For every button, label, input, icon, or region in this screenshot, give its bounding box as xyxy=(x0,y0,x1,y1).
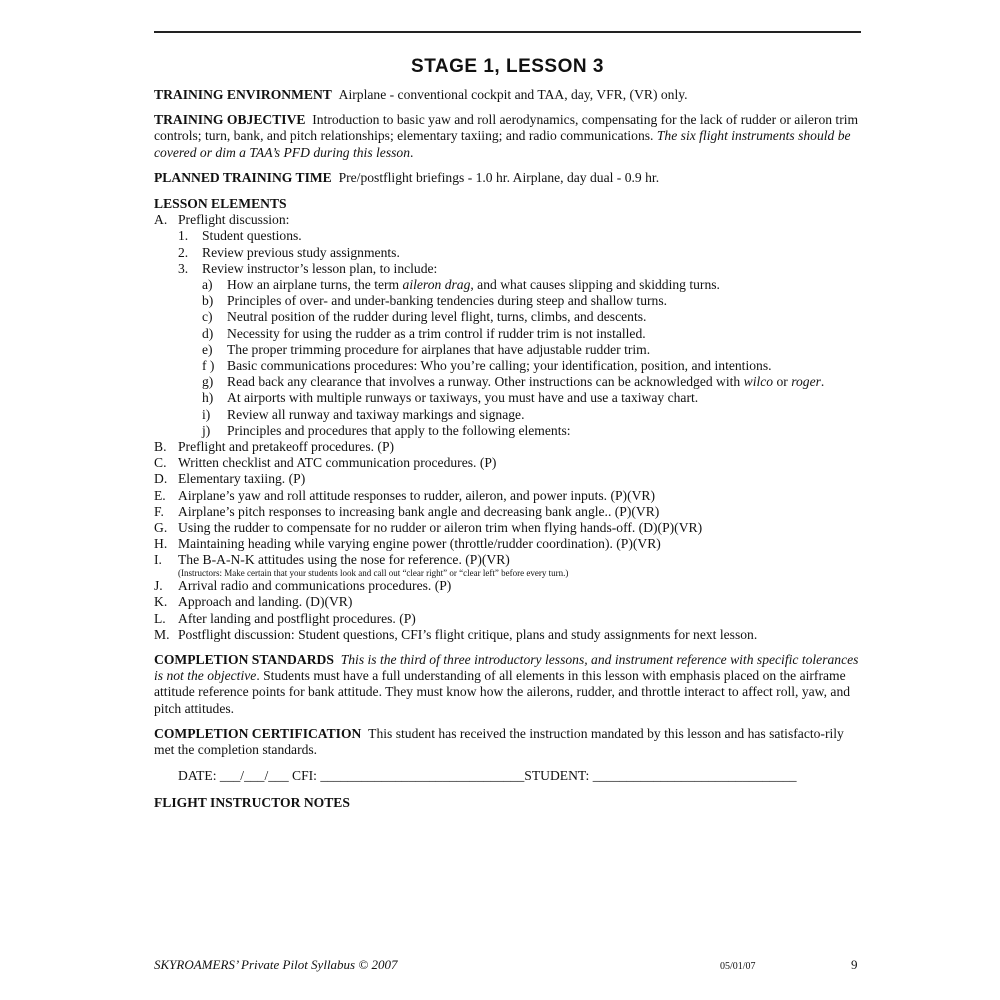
list-marker: 3. xyxy=(178,260,189,276)
list-item xyxy=(154,245,861,261)
list-marker: B. xyxy=(154,439,167,455)
list-item xyxy=(154,228,861,244)
list-text: Principles and procedures that apply to the following elements: xyxy=(227,422,571,438)
completion-standards-text: . Students must have a full understanding of all elements in this lesson with emphasis placed on the airframe attitude reference points for bank attitude. They must know how the ailerons, rudder, and throttle interact to affect roll, yaw, and pitch attitudes. xyxy=(154,668,851,716)
certification-signature-line: DATE: ___/___/___ CFI: ______________________________STUDENT: ______________________________ xyxy=(178,768,797,784)
list-item xyxy=(154,277,861,293)
list-item xyxy=(154,627,861,643)
list-marker: e) xyxy=(202,341,213,357)
training-environment-text: Airplane - conventional cockpit and TAA, day, VFR, (VR) only. xyxy=(338,87,688,102)
training-environment xyxy=(154,87,861,103)
list-marker: H. xyxy=(154,536,168,552)
list-marker: 1. xyxy=(178,228,189,244)
list-text: Necessity for using the rudder as a trim control if rudder trim is not installed. xyxy=(227,325,646,341)
list-item xyxy=(154,212,861,228)
text-segment: . xyxy=(820,374,825,390)
footer-date: 05/01/07 xyxy=(720,961,756,972)
list-text: Preflight and pretakeoff procedures. (P) xyxy=(178,439,395,455)
syllabus-page xyxy=(154,31,861,811)
list-text: Principles of over- and under-banking tendencies during steep and shallow turns. xyxy=(227,293,668,309)
list-text: Approach and landing. (D)(VR) xyxy=(178,594,353,610)
list-text: Review instructor’s lesson plan, to include: xyxy=(202,260,438,276)
list-item xyxy=(154,374,861,390)
text-segment: Read back any clearance that involves a runway. Other instructions can be acknowledged with xyxy=(227,374,744,390)
instructor-note: (Instructors: Make certain that your students look and call out “clear right” or “clear left” before every turn.) xyxy=(178,567,569,578)
italic-term: roger xyxy=(791,374,821,390)
italic-term: wilco xyxy=(743,374,774,390)
training-objective-end: . xyxy=(410,144,414,160)
list-text: Airplane’s yaw and roll attitude responses to rudder, aileron, and power inputs. (P)(VR) xyxy=(178,487,656,503)
lesson-elements-heading: LESSON ELEMENTS xyxy=(154,196,287,212)
list-marker: K. xyxy=(154,594,168,610)
list-marker: j) xyxy=(202,422,211,438)
list-marker: d) xyxy=(202,325,214,341)
list-item xyxy=(154,390,861,406)
list-text xyxy=(227,277,861,293)
training-objective-note: The six flight instruments should be covered or dim a TAA’s PFD during this lesson xyxy=(154,128,851,160)
list-marker: M. xyxy=(154,626,170,642)
list-text: Student questions. xyxy=(202,228,302,244)
list-marker: h) xyxy=(202,390,214,406)
list-item xyxy=(154,261,861,277)
completion-standards xyxy=(154,652,861,717)
list-marker: J. xyxy=(154,578,163,594)
list-text: Airplane’s pitch responses to increasing bank angle and decreasing bank angle.. (P)(VR) xyxy=(178,503,660,519)
text-segment: How an airplane turns, the term xyxy=(227,277,403,293)
list-item xyxy=(154,471,861,487)
list-item xyxy=(154,358,861,374)
list-marker: A. xyxy=(154,212,168,228)
list-text: Review all runway and taxiway markings and signage. xyxy=(227,406,525,422)
list-marker: b) xyxy=(202,293,214,309)
footer-title: SKYROAMERS’ Private Pilot Syllabus © 2007 xyxy=(154,957,398,972)
list-text: Postflight discussion: Student questions, CFI’s flight critique, plans and study assignments for next lesson. xyxy=(178,626,758,642)
list-marker: c) xyxy=(202,309,213,325)
completion-standards-label: COMPLETION STANDARDS xyxy=(154,652,334,667)
list-text: The proper trimming procedure for airplanes that have adjustable rudder trim. xyxy=(227,341,651,357)
list-item xyxy=(154,504,861,520)
list-marker: 2. xyxy=(178,244,189,260)
list-marker: a) xyxy=(202,277,213,293)
completion-certification-text: This student has received the instruction mandated by this lesson and has satisfacto-rily met the completion standards. xyxy=(154,725,844,758)
italic-term: aileron drag xyxy=(402,277,471,293)
list-marker: f ) xyxy=(202,358,215,374)
list-text: Arrival radio and communications procedures. (P) xyxy=(178,578,452,594)
training-objective-text: Introduction to basic yaw and roll aerodynamics, compensating for the lack of rudder or aileron trim controls; turn, bank, and pitch relationships; elementary taxiing; and radio communications. xyxy=(154,112,859,144)
list-item xyxy=(154,552,861,568)
list-item xyxy=(154,536,861,552)
lesson-elements-list xyxy=(154,212,861,643)
page-title: STAGE 1, LESSON 3 xyxy=(411,56,604,77)
list-item xyxy=(154,342,861,358)
list-item xyxy=(154,407,861,423)
completion-standards-italic: This is the third of three introductory lessons, and instrument reference with specific tolerances is not the objective xyxy=(154,652,859,684)
list-text: Maintaining heading while varying engine power (throttle/rudder coordination). (P)(VR) xyxy=(178,536,661,552)
list-item xyxy=(154,293,861,309)
list-text xyxy=(227,374,861,390)
list-item xyxy=(154,594,861,610)
list-text: Written checklist and ATC communication procedures. (P) xyxy=(178,455,497,471)
list-marker: F. xyxy=(154,503,164,519)
planned-training-time-label: PLANNED TRAINING TIME xyxy=(154,169,332,185)
list-item xyxy=(154,439,861,455)
top-rule xyxy=(154,31,861,33)
list-item xyxy=(154,309,861,325)
list-item xyxy=(154,455,861,471)
list-marker: I. xyxy=(154,552,162,568)
list-marker: g) xyxy=(202,374,214,390)
list-marker: D. xyxy=(154,471,168,487)
list-marker: E. xyxy=(154,487,166,503)
list-marker: L. xyxy=(154,610,166,626)
list-text: Basic communications procedures: Who you’re calling; your identification, position, and intentions. xyxy=(227,358,772,374)
list-item xyxy=(154,326,861,342)
list-marker: G. xyxy=(154,520,168,536)
training-objective xyxy=(154,112,861,161)
list-item xyxy=(154,578,861,594)
list-item xyxy=(154,423,861,439)
flight-instructor-notes-heading: FLIGHT INSTRUCTOR NOTES xyxy=(154,795,350,811)
list-item xyxy=(154,488,861,504)
list-marker: i) xyxy=(202,406,211,422)
text-segment: , and what causes slipping and skidding turns. xyxy=(470,277,720,293)
list-text: Elementary taxiing. (P) xyxy=(178,471,306,487)
page-number: 9 xyxy=(851,957,858,972)
list-item xyxy=(154,611,861,627)
training-objective-label: TRAINING OBJECTIVE xyxy=(154,112,306,128)
list-marker: C. xyxy=(154,455,167,471)
list-text: Review previous study assignments. xyxy=(202,244,400,260)
training-environment-label: TRAINING ENVIRONMENT xyxy=(154,87,332,102)
list-text: After landing and postflight procedures. (P) xyxy=(178,610,416,626)
list-text: Neutral position of the rudder during level flight, turns, climbs, and descents. xyxy=(227,309,647,325)
list-text: Using the rudder to compensate for no rudder or aileron trim when flying hands-off. (D)(P)(VR) xyxy=(178,520,703,536)
list-text: Preflight discussion: xyxy=(178,212,290,228)
completion-certification-label: COMPLETION CERTIFICATION xyxy=(154,725,362,741)
completion-certification xyxy=(154,726,861,758)
list-text: At airports with multiple runways or taxiways, you must have and use a taxiway chart. xyxy=(227,390,699,406)
planned-training-time-text: Pre/postflight briefings - 1.0 hr. Airplane, day dual - 0.9 hr. xyxy=(338,169,660,185)
planned-training-time xyxy=(154,170,861,186)
list-text: The B-A-N-K attitudes using the nose for reference. (P)(VR) xyxy=(178,552,510,568)
list-item xyxy=(154,520,861,536)
text-segment: or xyxy=(773,374,792,390)
